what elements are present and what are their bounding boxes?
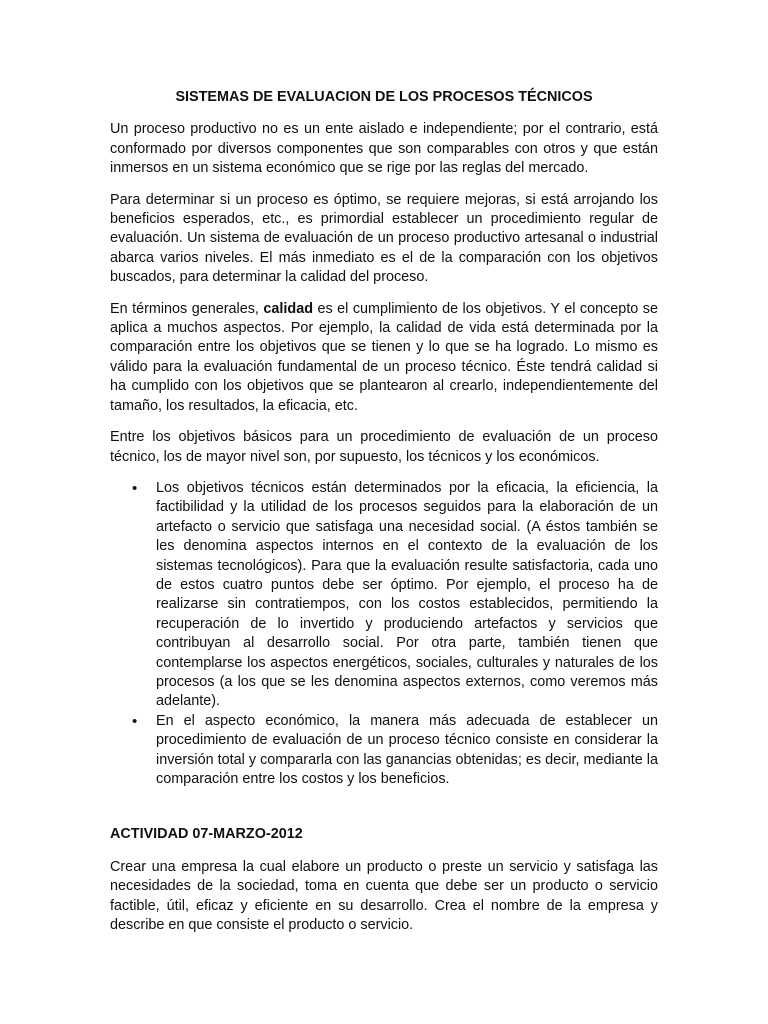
paragraph-quality [110,300,658,416]
document-title: SISTEMAS DE EVALUACION DE LOS PROCESOS TÉCNICOS [175,89,593,105]
list-item-economic: • En el aspecto económico, la manera más adecuada de establecer un procedimiento de evaluación de un proceso técnico consiste en considerar la inversión total y compararla con las ganancias obtenidas; es decir, mediante la comparación entre los costos y los beneficios. [156,712,658,790]
paragraph-objectives: Entre los objetivos básicos para un procedimiento de evaluación de un proceso técnico, los de mayor nivel son, por supuesto, los técnicos y los económicos. [110,429,658,465]
quality-text-before: En términos generales, [110,300,264,317]
paragraph-evaluation: Para determinar si un proceso es óptimo, se requiere mejoras, si está arrojando los beneficios esperados, etc., es primordial establecer un procedimiento regular de evaluación. Un sistema de evaluación de un proceso productivo artesanal o industrial abarca varios niveles. El más inmediato es el de la comparación con los objetivos buscados, para determinar la calidad del proceso. [110,191,658,286]
quality-text-after: es el cumplimiento de los objetivos. Y el concepto se aplica a muchos aspectos. Por ejemplo, la calidad de vida está determinada por la comparación entre los objetivos que se tienen y lo que se ha logrado. Lo mismo es válido para la evaluación fundamental de un proceso técnico. Éste tendrá calidad si ha cumplido con los objetivos que se plantearon al crearlo, independientemente del tamaño, los resultados, la eficacia, etc. [110,300,658,414]
document-page [110,88,658,947]
objectives-list [110,479,658,790]
activity-text: Crear una empresa la cual elabore un producto o preste un servicio y satisfaga las necesidades de la sociedad, toma en cuenta que debe ser un producto o servicio factible, útil, eficaz y eficiente en su desarrollo. Crea el nombre de la empresa y describe en que consiste el producto o servicio. [110,858,658,934]
activity-heading: ACTIVIDAD 07-MARZO-2012 [110,826,303,843]
paragraph-intro: Un proceso productivo no es un ente aislado e independiente; por el contrario, está conformado por diversos componentes que son comparables con otros y que están inmersos en un sistema económico que se rige por las reglas del mercado. [110,121,658,177]
list-item-technical: • Los objetivos técnicos están determinados por la eficacia, la eficiencia, la factibilidad y la utilidad de los procesos seguidos para la elaboración de un artefacto o servicio que satisfaga una necesidad social. (A éstos también se les denomina aspectos internos en el contexto de la evaluación de los sistemas tecnológicos). Para que la evaluación resulte satisfactoria, cada uno de estos cuatro puntos debe ser óptimo. Por ejemplo, el proceso ha de realizarse sin contratiempos, con los costos establecidos, permitiendo la recuperación de lo invertido y produciendo artefactos y servicios que contribuyan al desarrollo social. Por otra parte, también tienen que contemplarse los aspectos energéticos, sociales, culturales y naturales de los procesos (a los que se les denomina aspectos externos, como veremos más adelante). [156,479,658,712]
quality-term: calidad [263,300,313,317]
